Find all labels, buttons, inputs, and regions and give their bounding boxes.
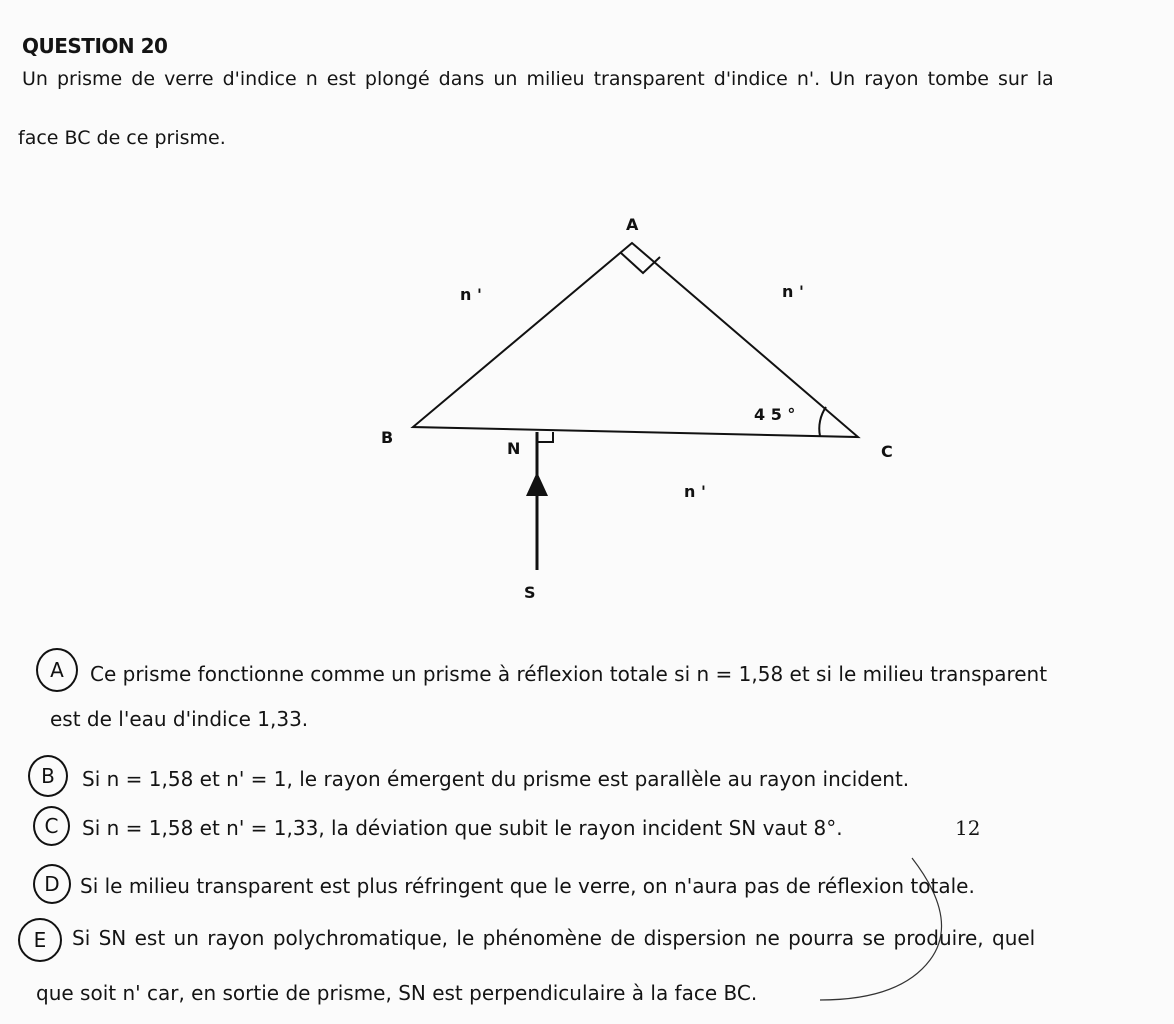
vertex-b-label: B [381,428,394,447]
option-a-circle-mark[interactable]: A [36,648,78,692]
medium-label-left: n ' [460,285,482,304]
option-e-line1: Si SN est un rayon polychromatique, le phénomène de dispersion ne pourra se produire, quel [72,926,1036,950]
option-d-circle-mark[interactable]: D [33,864,71,904]
option-a-line1: Ce prisme fonctionne comme un prisme à réflexion totale si n = 1,58 et si le milieu transparent [90,662,1048,686]
option-b-line1: Si n = 1,58 et n' = 1, le rayon émergent du prisme est parallèle au rayon incident. [82,767,910,791]
option-e-circle-mark[interactable]: E [18,918,62,962]
vertex-a-label: A [626,215,639,234]
question-title: QUESTION 20 [22,34,168,58]
option-c-circle-mark[interactable]: C [33,806,70,846]
right-angle-mark-a [621,253,660,273]
handwritten-note: 12 [955,816,981,840]
option-e-line2: que soit n' car, en sortie de prisme, SN est perpendiculaire à la face BC. [36,981,758,1005]
medium-label-right: n ' [782,282,804,301]
question-statement-line2: face BC de ce prisme. [18,127,226,149]
medium-label-bottom: n ' [684,482,706,501]
option-c-line1: Si n = 1,58 et n' = 1,33, la déviation que subit le rayon incident SN vaut 8°. [82,816,843,840]
question-statement-line1: Un prisme de verre d'indice n est plongé dans un milieu transparent d'indice n'. Un rayon tombe sur la [22,68,1054,90]
angle-c-label: 4 5 ° [754,405,796,424]
ray-arrow-icon [526,472,548,496]
option-d-line1: Si le milieu transparent est plus réfringent que le verre, on n'aura pas de réflexion totale. [80,874,975,898]
point-n-label: N [507,439,521,458]
option-a-line2: est de l'eau d'indice 1,33. [50,707,309,731]
option-b-circle-mark[interactable]: B [28,755,68,797]
angle-arc-c [819,407,826,436]
right-angle-mark-n [537,432,553,442]
vertex-c-label: C [881,442,893,461]
point-s-label: S [524,583,536,602]
